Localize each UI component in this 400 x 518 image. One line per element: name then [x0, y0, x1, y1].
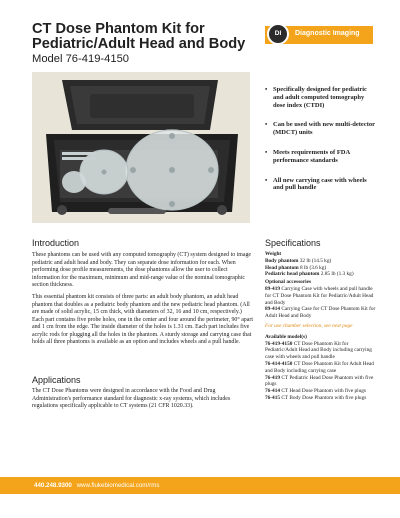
title-line-2: Pediatric/Adult Head and Body — [32, 36, 246, 52]
feature-item: • Meets requirements of FDA performance standards — [265, 149, 377, 165]
introduction-paragraph-2: This essential phantom kit consists of three parts: an adult body phantom, an adult head phantom that doubles as a pediatric body phantom and the new pediatric head phantom. (All are made of solid acrylic, 15 cm thick, with diameters of 32, 16 and 10 cm, respectively.) Each part contains five probe holes, one in the center and four around the perimeter, 90° apart and 1 cm from the edge. The inside diameter of the holes is 1.31 cm. Each part includes five acrylic rods for plugging all the holes in the phantom. A sturdy storage and carrying case that holds all three phantoms is available as an option and includes wheels and a pull handle. — [32, 294, 253, 345]
model-code: 76-414-4150 — [265, 360, 293, 367]
page-title — [32, 22, 262, 52]
specifications-heading: Specifications — [265, 238, 321, 248]
weight-value: 32 lb (14.5 kg) — [299, 257, 332, 264]
weight-label: Body phantom — [265, 257, 299, 264]
weight-row — [265, 258, 377, 265]
footer-contact — [34, 482, 159, 489]
weight-row — [265, 271, 377, 278]
models-heading: Available model(s) — [265, 333, 307, 340]
model-code: 76-419 — [265, 374, 281, 381]
feature-item: • Can be used with new multi-detector (MDCT) units — [265, 121, 377, 137]
applications-heading: Applications — [32, 375, 81, 385]
model-text: CT Dose Phantom Kit for Adult Head and Body including carrying case — [265, 360, 374, 374]
title-line-1: CT Dose Phantom Kit for — [32, 21, 205, 37]
phantom-kit-illustration — [32, 72, 250, 223]
accessory-text: Carrying Case with wheels and pull handle for CT Dose Phantom Kit for Pediatric/Adult Head and Body — [265, 285, 374, 306]
footer-url[interactable]: www.flukebiomedical.com/rms — [76, 482, 160, 489]
model-code: 76-419-4150 — [265, 340, 293, 347]
introduction-heading: Introduction — [32, 238, 80, 248]
feature-list — [265, 86, 377, 204]
accessory-row — [265, 306, 377, 320]
model-code: 76-414 — [265, 388, 281, 395]
model-code: 76-415 — [265, 394, 281, 401]
model-text: CT Dose Phantom Kit for Pediatric/Adult Head and Body including carrying case with wheels and pull handle — [265, 340, 372, 361]
accessory-code: 89-414 — [265, 306, 281, 313]
accessory-row — [265, 286, 377, 306]
model-row — [265, 388, 377, 395]
feature-item: • Specifically designed for pediatric and adult computed tomography dose index (CTDI) — [265, 86, 377, 109]
weight-value: 8 lb (3.6 kg) — [300, 264, 327, 271]
model-row — [265, 395, 377, 402]
feature-item: • All new carrying case with wheels and pull handle — [265, 177, 377, 193]
model-row — [265, 341, 377, 361]
weight-heading: Weight — [265, 251, 282, 257]
introduction-paragraph-1: These phantoms can be used with any computed tomography (CT) system designed to image pediatric and adult head and body. They can separate dose information for each. When performing dose profile measurements, the dose phantoms allow the user to collect information for the maximum, minimum and mid-range value of the nominal tomographic section thickness. — [32, 252, 252, 288]
model-text: CT Pediatric Head Dose Phantom with five plugs — [265, 374, 374, 388]
specifications-block — [265, 250, 377, 402]
division-badge: DI — [267, 23, 289, 45]
model-row — [265, 375, 377, 389]
model-text: CT Head Dose Phantom with five plugs — [281, 388, 366, 395]
accessories-heading: Optional accessories — [265, 279, 312, 286]
model-row — [265, 361, 377, 375]
weight-label: Pediatric head phantom — [265, 271, 320, 278]
division-label: Diagnostic Imaging — [295, 30, 360, 37]
weight-value: 2.85 lb (1.3 kg) — [320, 271, 354, 278]
model-number: Model 76-419-4150 — [32, 53, 130, 65]
model-text: CT Body Dose Phantom with five plugs — [281, 394, 367, 401]
weight-label: Head phantom — [265, 264, 299, 271]
accessory-code: 89-419 — [265, 285, 281, 292]
footer-bar — [0, 477, 400, 494]
division-banner — [265, 26, 373, 44]
footer-phone: 440.248.9300 — [34, 482, 72, 489]
applications-paragraph: The CT Dose Phantoms were designed in accordance with the Food and Drug Administration's performance standard for diagnostic x-ray systems, which includes regulations specifically applicable to CT systems (21 CFR 1020.33). — [32, 388, 231, 409]
accessory-text: Carrying Case for CT Dose Phantom Kit for Adult Head and Body — [265, 306, 376, 320]
chamber-selection-note: For use chamber selection, see next page — [265, 322, 353, 329]
product-photo — [32, 72, 250, 223]
